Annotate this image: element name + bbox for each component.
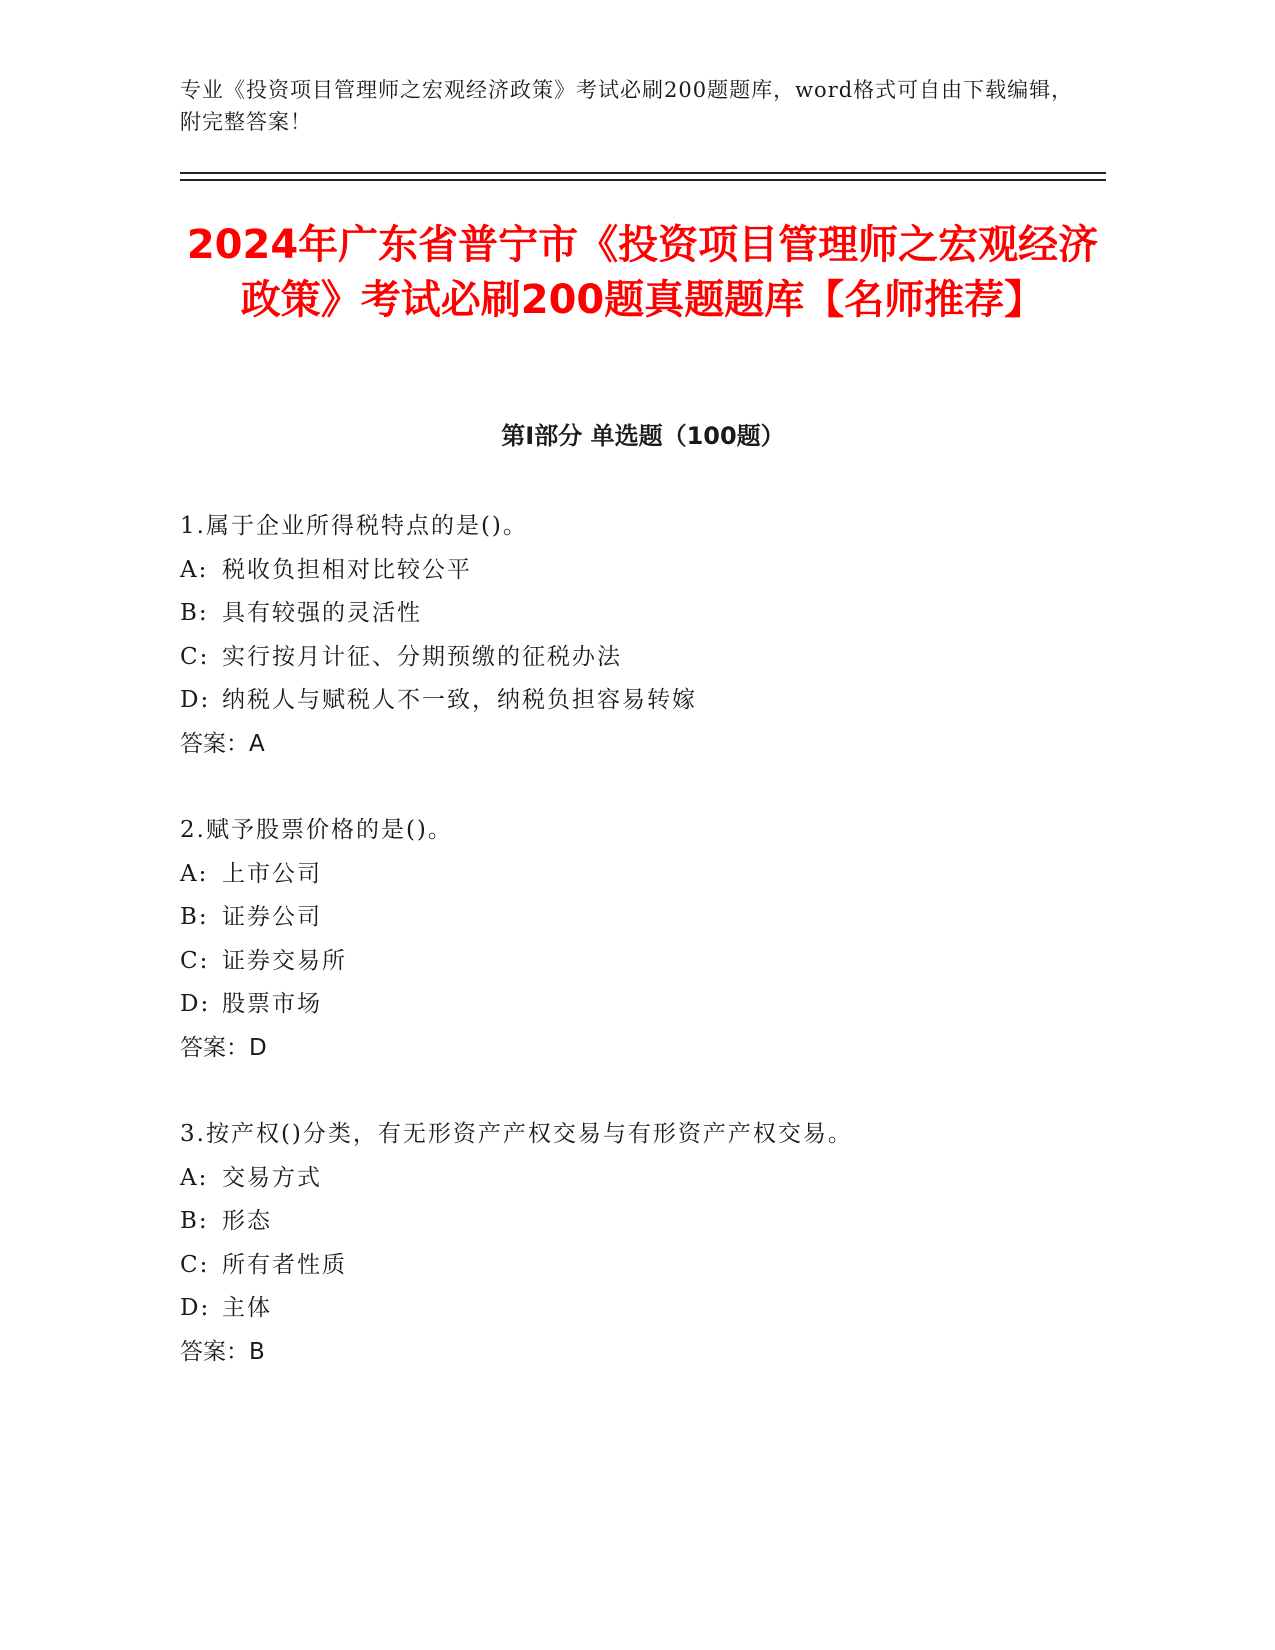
question-item <box>180 1113 1106 1374</box>
option-letter: A: <box>180 1164 209 1191</box>
option-text: 纳税人与赋税人不一致，纳税负担容易转嫁 <box>222 687 697 713</box>
option-c <box>180 636 1106 680</box>
question-stem: 2.赋予股票价格的是()。 <box>180 817 453 843</box>
answer-line: 答案：A <box>180 730 265 757</box>
option-letter: A: <box>180 556 209 583</box>
option-d <box>180 983 1106 1027</box>
option-letter: D: <box>180 687 211 713</box>
option-letter: B: <box>180 1208 209 1234</box>
option-letter: B: <box>180 904 209 930</box>
option-text: 上市公司 <box>222 860 322 887</box>
option-a <box>180 549 1106 593</box>
option-text: 证券交易所 <box>222 947 347 974</box>
option-d <box>180 679 1106 723</box>
option-letter: B: <box>180 600 209 626</box>
answer-line: 答案：B <box>180 1338 265 1365</box>
option-text: 交易方式 <box>222 1164 322 1191</box>
question-list <box>180 505 1106 1417</box>
option-text: 证券公司 <box>222 904 322 930</box>
option-text: 具有较强的灵活性 <box>222 600 422 626</box>
document-title: 2024年广东省普宁市《投资项目管理师之宏观经济政策》考试必刷200题真题题库【名师推荐】 <box>186 222 1099 323</box>
option-letter: A: <box>180 860 209 887</box>
option-b <box>180 896 1106 940</box>
section-title: 第Ⅰ部分 单选题（100题） <box>501 422 785 450</box>
option-text: 实行按月计征、分期预缴的征税办法 <box>222 643 622 670</box>
option-c <box>180 1244 1106 1288</box>
header-divider-bottom <box>180 179 1106 181</box>
option-letter: C: <box>180 1251 210 1278</box>
option-letter: D: <box>180 991 211 1017</box>
option-letter: C: <box>180 947 210 974</box>
question-stem: 1.属于企业所得税特点的是()。 <box>180 513 528 539</box>
option-text: 税收负担相对比较公平 <box>222 556 472 583</box>
option-a <box>180 853 1106 897</box>
header-note: 专业《投资项目管理师之宏观经济政策》考试必刷200题题库，word格式可自由下载编辑，附完整答案！ <box>180 78 1074 134</box>
option-b <box>180 1200 1106 1244</box>
option-letter: C: <box>180 643 210 670</box>
option-d <box>180 1287 1106 1331</box>
option-text: 主体 <box>222 1295 272 1321</box>
question-stem: 3.按产权()分类，有无形资产产权交易与有形资产产权交易。 <box>180 1121 853 1147</box>
option-c <box>180 940 1106 984</box>
option-b <box>180 592 1106 636</box>
question-item <box>180 505 1106 766</box>
question-item <box>180 809 1106 1070</box>
option-a <box>180 1157 1106 1201</box>
option-text: 股票市场 <box>222 991 322 1017</box>
option-text: 形态 <box>222 1208 272 1234</box>
option-letter: D: <box>180 1295 211 1321</box>
header-divider-top <box>180 172 1106 174</box>
option-text: 所有者性质 <box>222 1251 347 1278</box>
answer-line: 答案：D <box>180 1034 267 1061</box>
